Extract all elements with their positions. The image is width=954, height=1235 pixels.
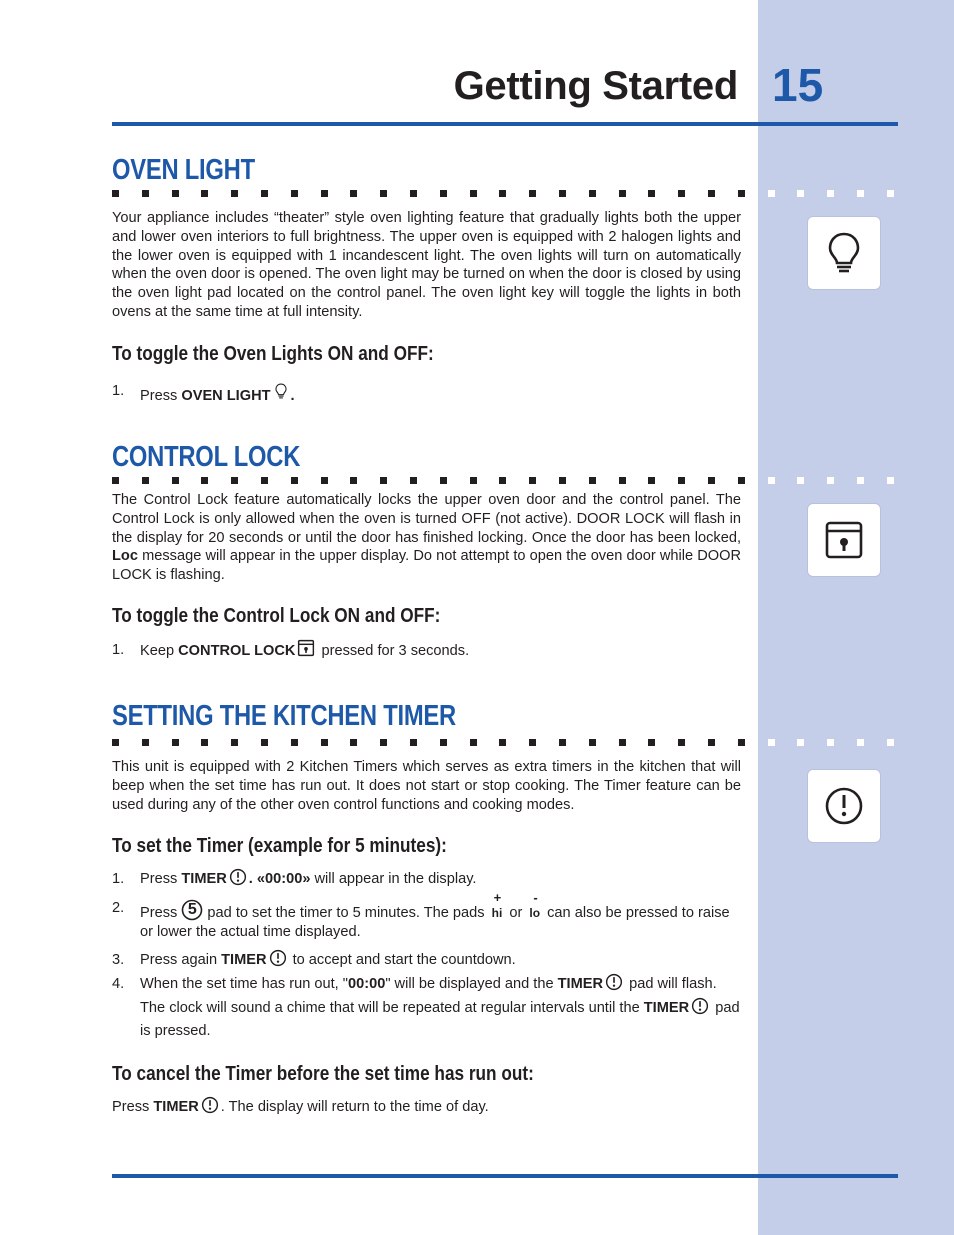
timer-icon: [691, 997, 709, 1015]
timer-pad-illustration: [808, 770, 880, 842]
timer-icon: [269, 949, 287, 967]
header-rule: [112, 122, 898, 126]
lock-icon: [822, 518, 866, 562]
light-bulb-icon: [273, 380, 289, 402]
footer-rule: [112, 1174, 898, 1178]
timer-icon: [605, 973, 623, 991]
page-number: 15: [772, 59, 824, 111]
section-title-oven-light: OVEN LIGHT: [112, 154, 255, 186]
kitchen-timer-step-2: 2. Press 5 pad to set the timer to 5 minutes. The pads + hi or - lo can also be pressed to raise or lower the actual time displayed.: [112, 890, 730, 940]
lock-icon: [297, 639, 315, 657]
control-lock-subheading: To toggle the Control Lock ON and OFF:: [112, 605, 441, 627]
oven-light-subheading: To toggle the Oven Lights ON and OFF:: [112, 343, 434, 365]
section-divider: [112, 477, 902, 485]
kitchen-timer-description: This unit is equipped with 2 Kitchen Timers which serves as extra timers in the kitchen that will beep when the set time has run out. It does not start or stop cooking. The Timer feature can be used during any of the other oven control functions and cooking modes.: [112, 759, 741, 813]
timer-icon: [229, 868, 247, 886]
number-5-pad-icon: 5: [181, 899, 203, 921]
timer-icon: [822, 784, 866, 828]
oven-light-description: Your appliance includes “theater” style oven lighting feature that gradually lights both the upper and lower oven interiors to full brightness. The upper oven is equipped with 2 halogen lights and the lower oven is equipped with 1 incandescent light. The oven lights will turn on automatically when the oven door is opened. The oven light may be turned on when the door is closed by using the oven light pad located on the control panel. The oven light key will toggle the lights in both ovens at the same time at full intensity.: [112, 210, 741, 320]
kitchen-timer-subheading: To set the Timer (example for 5 minutes):: [112, 835, 447, 857]
oven-light-pad-illustration: [808, 217, 880, 289]
section-title-control-lock: CONTROL LOCK: [112, 441, 301, 473]
section-divider: [112, 739, 902, 747]
cancel-timer-subheading: To cancel the Timer before the set time has run out:: [112, 1063, 534, 1085]
page-sidebar: [758, 0, 954, 1235]
kitchen-timer-step-1: 1. Press TIMER . «00:00» will appear in the display.: [112, 868, 740, 891]
timer-icon: [201, 1096, 219, 1114]
page-title: Getting Started: [453, 64, 738, 108]
control-lock-pad-illustration: [808, 504, 880, 576]
hi-pad-icon: + hi: [491, 890, 503, 920]
section-title-kitchen-timer: SETTING THE KITCHEN TIMER: [112, 700, 456, 732]
cancel-timer-instruction: Press TIMER . The display will return to the time of day.: [112, 1096, 489, 1118]
oven-light-step-1: 1. Press OVEN LIGHT .: [112, 380, 740, 408]
kitchen-timer-step-3: 3. Press again TIMER to accept and start the countdown.: [112, 949, 740, 972]
lo-pad-icon: - lo: [529, 890, 541, 920]
control-lock-description: The Control Lock feature automatically locks the upper oven door and the control panel. The Control Lock is only allowed when the oven is turned OFF (not active). DOOR LOCK will flash in the display for 20 seconds or until the door has finished locking. Once the door has been locked, Loc message will appear in the upper display. Do not attempt to open the oven door while DOOR LOCK is flashing.: [112, 492, 741, 584]
light-bulb-icon: [822, 231, 866, 275]
control-lock-step-1: 1. Keep CONTROL LOCK pressed for 3 seconds.: [112, 639, 740, 663]
kitchen-timer-step-4: 4. When the set time has run out, "00:00" will be displayed and the TIMER pad will flash. The clock will sound a chime that will be repeated at regular intervals until the TIMER pad is pressed.: [112, 973, 740, 1044]
section-divider: [112, 190, 902, 198]
